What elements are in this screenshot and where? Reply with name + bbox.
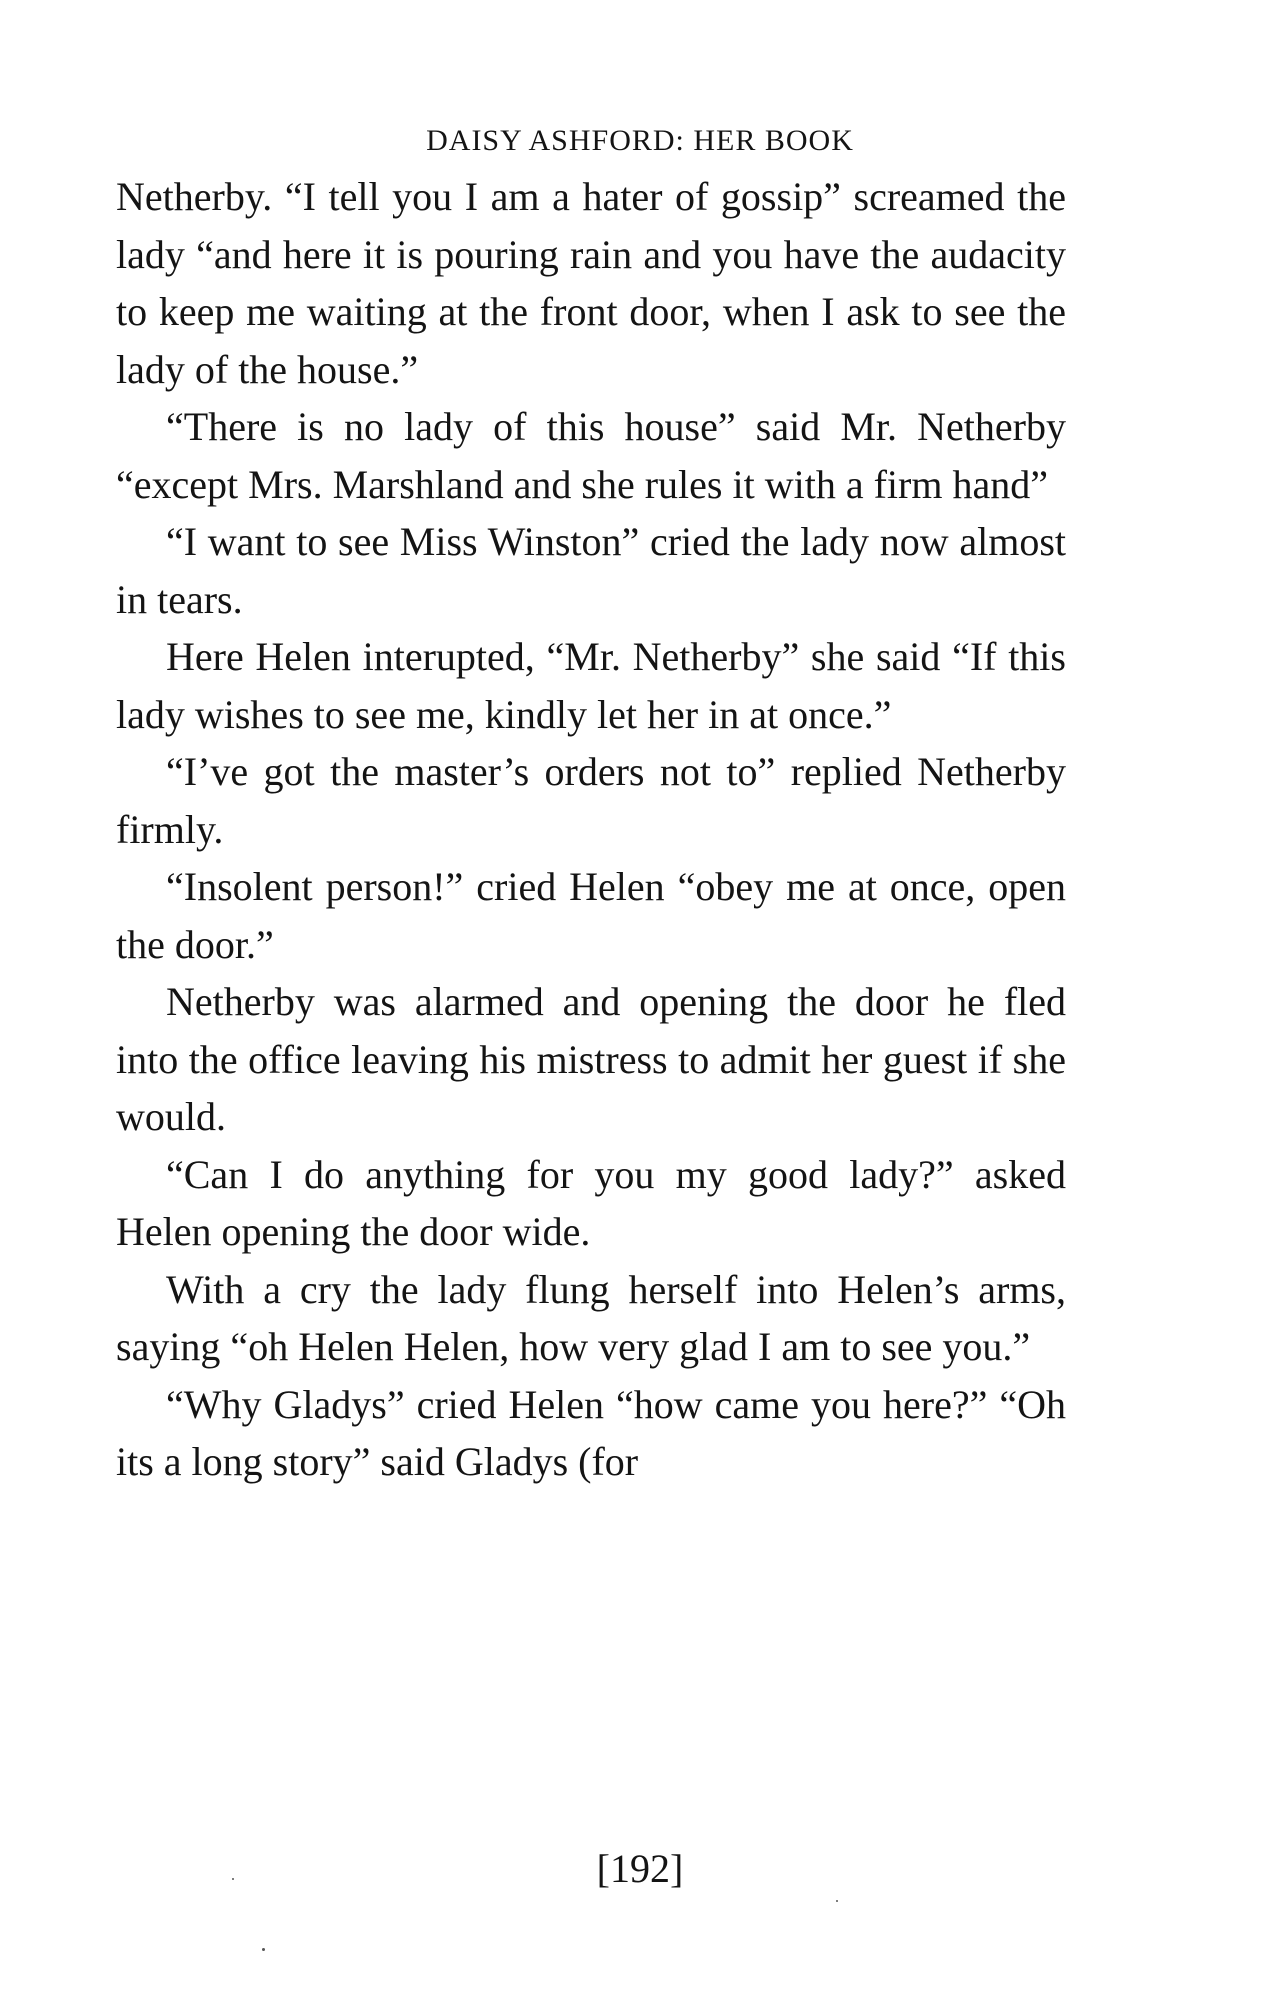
page-number: [192]: [596, 1846, 684, 1891]
scan-speck: [232, 1878, 234, 1880]
paragraph: “I want to see Miss Winston” cried the lady now almost in tears.: [116, 519, 1066, 622]
paragraph: Here Helen interupted, “Mr. Netherby” she said “If this lady wishes to see me, kindly let her in at once.”: [116, 634, 1066, 737]
paragraph: With a cry the lady flung herself into Helen’s arms, saying “oh Helen Helen, how very glad I am to see you.”: [116, 1266, 1066, 1369]
paragraph: “Insolent person!” cried Helen “obey me at once, open the door.”: [116, 864, 1066, 967]
paragraph: “There is no lady of this house” said Mr. Netherby “except Mrs. Marshland and she rules it with a firm hand”: [116, 404, 1066, 507]
paragraph: “Why Gladys” cried Helen “how came you here?” “Oh its a long story” said Gladys (for: [116, 1381, 1066, 1484]
running-head: DAISY ASHFORD: HER BOOK: [426, 124, 854, 157]
scan-speck: [836, 1900, 838, 1902]
paragraph: Netherby. “I tell you I am a hater of gossip” screamed the lady “and here it is pouring rain and you have the audacity to keep me waiting at the front door, when I ask to see the lady of the house.”: [116, 174, 1066, 392]
paragraph: Netherby was alarmed and opening the door he fled into the office leaving his mistress to admit her guest if she would.: [116, 979, 1066, 1139]
paragraph: “Can I do anything for you my good lady?” asked Helen opening the door wide.: [116, 1151, 1066, 1254]
paragraph: “I’ve got the master’s orders not to” replied Netherby firmly.: [116, 749, 1066, 852]
body-text: [116, 168, 1066, 1491]
scan-speck: [262, 1948, 265, 1951]
